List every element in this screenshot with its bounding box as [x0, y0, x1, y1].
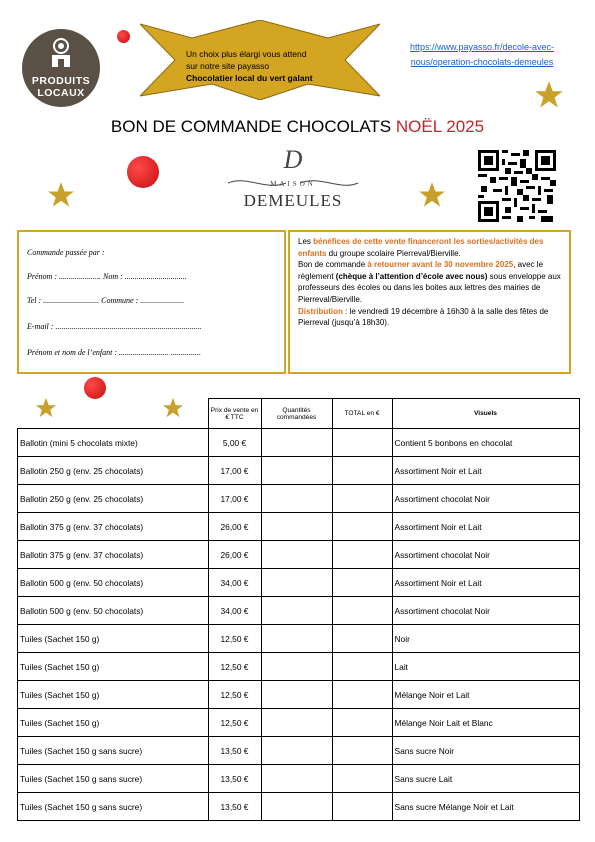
visuel-cell: Sans sucre Mélange Noir et Lait	[392, 793, 579, 821]
info-highlight: à retourner avant le 30 novembre 2025	[367, 260, 514, 270]
quantity-cell[interactable]	[261, 681, 332, 709]
total-cell[interactable]	[332, 765, 392, 793]
info-box	[288, 230, 571, 374]
info-text-part: sous enveloppe aux professeurs des écoles ou dans les boites aux lettres des mairies de Pierreval/Bierville.	[298, 271, 561, 304]
table-row	[18, 429, 580, 457]
link-line1[interactable]: https://www.payasso.fr/decole-avec-	[409, 42, 555, 52]
price-cell: 12,50 €	[208, 653, 261, 681]
banner-line2: sur notre site payasso	[186, 61, 270, 71]
visuel-cell: Assortiment Noir et Lait	[392, 457, 579, 485]
product-cell: Ballotin 375 g (env. 37 chocolats)	[18, 541, 209, 569]
title-accent: NOËL 2025	[395, 117, 485, 136]
quantity-cell[interactable]	[261, 597, 332, 625]
quantity-cell[interactable]	[261, 653, 332, 681]
visuel-cell: Mélange Noir et Lait	[392, 681, 579, 709]
form-prenom-nom[interactable]: Prénom : ..................... Nom : ...............................	[27, 272, 187, 281]
red-ball-icon	[127, 156, 159, 188]
total-cell[interactable]	[332, 569, 392, 597]
info-text	[298, 236, 564, 329]
header-visuels: Visuels	[392, 399, 579, 429]
link-line2[interactable]: nous/operation-chocolats-demeules	[410, 57, 554, 67]
price-cell: 12,50 €	[208, 625, 261, 653]
total-cell[interactable]	[332, 793, 392, 821]
price-cell: 13,50 €	[208, 737, 261, 765]
table-row	[18, 569, 580, 597]
product-cell: Ballotin 375 g (env. 37 chocolats)	[18, 513, 209, 541]
red-ball-icon	[84, 377, 106, 399]
price-cell: 5,00 €	[208, 429, 261, 457]
brand-letter: D	[283, 145, 303, 174]
brand-demeules: DEMEULES	[243, 191, 343, 210]
gold-star-icon	[534, 80, 564, 110]
quantity-cell[interactable]	[261, 429, 332, 457]
price-cell: 34,00 €	[208, 597, 261, 625]
info-text-part: : le vendredi 19 décembre à 16h30 à la salle des fêtes de Pierreval (jusqu’à 18h30).	[298, 306, 549, 328]
total-cell[interactable]	[332, 457, 392, 485]
quantity-cell[interactable]	[261, 765, 332, 793]
total-cell[interactable]	[332, 429, 392, 457]
total-cell[interactable]	[332, 653, 392, 681]
red-ball-icon	[117, 30, 130, 43]
table-row	[18, 681, 580, 709]
price-cell: 13,50 €	[208, 765, 261, 793]
order-table	[17, 398, 580, 821]
price-cell: 13,50 €	[208, 793, 261, 821]
total-cell[interactable]	[332, 709, 392, 737]
banner-text	[186, 48, 356, 84]
order-form-box	[17, 230, 286, 374]
price-cell: 12,50 €	[208, 681, 261, 709]
info-bold: (chèque à l’attention d’école avec nous)	[335, 271, 488, 281]
table-header-row	[18, 399, 580, 429]
visuel-cell: Lait	[392, 653, 579, 681]
gold-star-icon	[47, 181, 75, 209]
table-row	[18, 793, 580, 821]
table-row	[18, 541, 580, 569]
product-cell: Ballotin 500 g (env. 50 chocolats)	[18, 569, 209, 597]
quantity-cell[interactable]	[261, 625, 332, 653]
visuel-cell: Assortiment chocolat Noir	[392, 485, 579, 513]
table-row	[18, 513, 580, 541]
header-total: TOTAL en €	[332, 399, 392, 429]
logo-line1: PRODUITS	[31, 75, 91, 87]
header-blank	[18, 399, 209, 429]
banner-line3: Chocolatier local du vert galant	[186, 73, 313, 83]
total-cell[interactable]	[332, 737, 392, 765]
quantity-cell[interactable]	[261, 709, 332, 737]
quantity-cell[interactable]	[261, 541, 332, 569]
quantity-cell[interactable]	[261, 457, 332, 485]
table-row	[18, 485, 580, 513]
form-enfant[interactable]: Prénom et nom de l’enfant : ......................... ...............	[27, 348, 201, 357]
total-cell[interactable]	[332, 681, 392, 709]
quantity-cell[interactable]	[261, 569, 332, 597]
payasso-link[interactable]	[392, 40, 572, 70]
page-title	[0, 117, 595, 137]
price-cell: 34,00 €	[208, 569, 261, 597]
product-cell: Ballotin 500 g (env. 50 chocolats)	[18, 597, 209, 625]
quantity-cell[interactable]	[261, 737, 332, 765]
visuel-cell: Sans sucre Lait	[392, 765, 579, 793]
visuel-cell: Assortiment Noir et Lait	[392, 513, 579, 541]
product-cell: Ballotin 250 g (env. 25 chocolats)	[18, 457, 209, 485]
price-cell: 26,00 €	[208, 513, 261, 541]
logo-line2: LOCAUX	[37, 87, 85, 99]
visuel-cell: Assortiment chocolat Noir	[392, 597, 579, 625]
form-email[interactable]: E-mail : .........................................................................	[27, 322, 202, 331]
total-cell[interactable]	[332, 485, 392, 513]
price-cell: 12,50 €	[208, 709, 261, 737]
table-row	[18, 597, 580, 625]
total-cell[interactable]	[332, 541, 392, 569]
table-row	[18, 765, 580, 793]
product-cell: Ballotin (mini 5 chocolats mixte)	[18, 429, 209, 457]
info-text-part: du groupe scolaire Pierreval/Bierville.	[326, 248, 461, 258]
product-cell: Tuiles (Sachet 150 g)	[18, 709, 209, 737]
info-text-part: , avec le règlement	[298, 260, 544, 281]
product-cell: Tuiles (Sachet 150 g sans sucre)	[18, 765, 209, 793]
info-highlight: Distribution	[298, 306, 343, 316]
total-cell[interactable]	[332, 513, 392, 541]
product-cell: Tuiles (Sachet 150 g sans sucre)	[18, 737, 209, 765]
product-cell: Tuiles (Sachet 150 g)	[18, 681, 209, 709]
form-header: Commande passée par :	[27, 248, 105, 257]
quantity-cell[interactable]	[261, 793, 332, 821]
product-cell: Tuiles (Sachet 150 g sans sucre)	[18, 793, 209, 821]
info-text-part: Les	[298, 237, 314, 246]
title-main: BON DE COMMANDE CHOCOLATS	[110, 117, 392, 136]
total-cell[interactable]	[332, 625, 392, 653]
table-row	[18, 653, 580, 681]
price-cell: 26,00 €	[208, 541, 261, 569]
product-cell: Tuiles (Sachet 150 g)	[18, 625, 209, 653]
info-highlight: bénéfices de cette vente financeront les sorties/activités des enfants	[298, 237, 544, 258]
qr-code-icon	[478, 150, 556, 222]
visuel-cell: Assortiment Noir et Lait	[392, 569, 579, 597]
maison-demeules-logo	[218, 145, 368, 215]
produits-locaux-logo	[22, 29, 100, 107]
visuel-cell: Contient 5 bonbons en chocolat	[392, 429, 579, 457]
total-cell[interactable]	[332, 597, 392, 625]
visuel-cell: Mélange Noir Lait et Blanc	[392, 709, 579, 737]
info-text-part: Bon de commande	[298, 260, 368, 270]
quantity-cell[interactable]	[261, 513, 332, 541]
visuel-cell: Sans sucre Noir	[392, 737, 579, 765]
table-row	[18, 457, 580, 485]
gold-star-icon	[418, 181, 446, 209]
table-row	[18, 625, 580, 653]
price-cell: 17,00 €	[208, 485, 261, 513]
header-price: Prix de vente en € TTC	[208, 399, 261, 429]
table-row	[18, 737, 580, 765]
product-cell: Ballotin 250 g (env. 25 chocolats)	[18, 485, 209, 513]
brand-maison: MAISON	[270, 180, 316, 188]
form-tel-commune[interactable]: Tel : ............................ Commune : ......................	[27, 296, 185, 305]
table-row	[18, 709, 580, 737]
header-qty: Quantités commandées	[261, 399, 332, 429]
farm-icon	[49, 37, 73, 69]
banner-line1: Un choix plus élargi vous attend	[186, 49, 307, 59]
visuel-cell: Noir	[392, 625, 579, 653]
quantity-cell[interactable]	[261, 485, 332, 513]
visuel-cell: Assortiment chocolat Noir	[392, 541, 579, 569]
product-cell: Tuiles (Sachet 150 g)	[18, 653, 209, 681]
price-cell: 17,00 €	[208, 457, 261, 485]
